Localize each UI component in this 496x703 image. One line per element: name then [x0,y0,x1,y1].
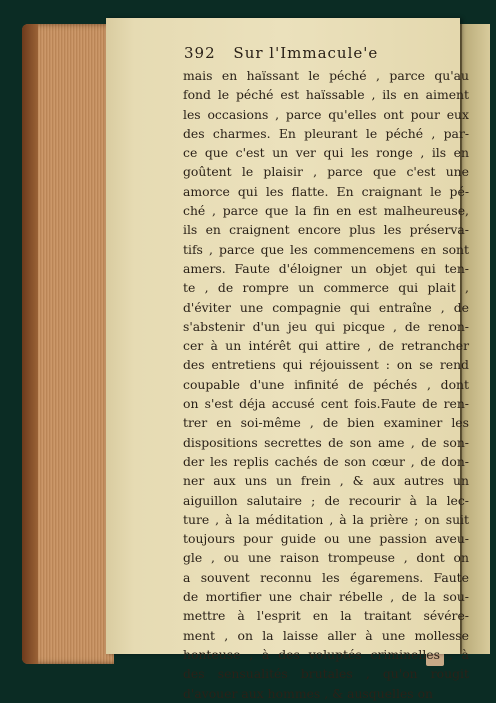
text-line: aiguillon salutaire ; de recourir à la lec- [183,492,469,508]
text-line: on s'est déja accusé cent fois.Faute de ren- [183,396,469,412]
text-line: toujours pour guide ou une passion aveu- [183,531,469,547]
page-header [184,44,474,62]
text-line: ché , parce que la fin en est malheureuse, [183,203,469,219]
text-line: des sensualités brutales , qu'on rougit [183,666,469,682]
text-line: fond le péché est haïssable , ils en aiment [183,87,469,103]
page-number: 392 [184,44,216,62]
text-line: tifs , parce que les commencemens en sont [183,241,469,257]
book-spine-edge [22,24,38,664]
text-line: der les replis cachés de son cœur , de don- [183,453,469,469]
text-line: coupable d'une infinité de péchés , dont [183,376,469,392]
text-line: mais en haïssant le péché , parce qu'au [183,68,469,83]
text-line: gle , ou une raison trompeuse , dont on [183,550,469,566]
text-line: de mortifier une chair rébelle , de la sou- [183,589,469,605]
text-line: d'avouer aux hommes , & ausquelles on [183,685,434,701]
page-text [183,66,469,703]
running-title: Sur l'Immacule'e [233,44,379,62]
book-page [106,18,469,701]
text-line: ner aux uns un frein , & aux autres un [183,473,469,489]
open-book [8,14,492,701]
text-line: amers. Faute d'éloigner un objet qui ten- [183,260,469,276]
text-line: te , de rompre un commerce qui plait , [183,280,469,296]
text-line: des charmes. En pleurant le péché , par- [183,125,469,141]
text-line: s'abstenir d'un jeu qui picque , de renon- [183,318,469,334]
text-line: ils en craignent encore plus les préserva- [183,222,469,238]
text-line: trer en soi-même , de bien examiner les [183,415,469,431]
text-line: ce que c'est un ver qui les ronge , ils en [183,145,469,161]
text-line: honteuse , à des voluptés criminelles , à [183,646,469,662]
text-line: dispositions secrettes de son ame , de son- [183,434,469,450]
text-line: a souvent reconnu les égaremens. Faute [183,569,469,585]
text-line: amorce qui les flatte. En craignant le pé- [183,183,469,199]
text-line: d'éviter une compagnie qui entraîne , de [183,299,469,315]
text-line: les occasions , parce qu'elles ont pour eux [183,106,469,122]
text-line: goûtent le plaisir , parce que c'est une [183,164,469,180]
text-line: ture , à la méditation , à la prière ; on suit [183,511,469,527]
text-line: cer à un intérêt qui attire , de retrancher [183,338,469,354]
text-line: mettre à l'esprit en la traitant sévére- [183,608,469,624]
text-line: ment , on la laisse aller à une mollesse [183,627,469,643]
text-line: des entretiens qui réjouissent : on se rend [183,357,469,373]
